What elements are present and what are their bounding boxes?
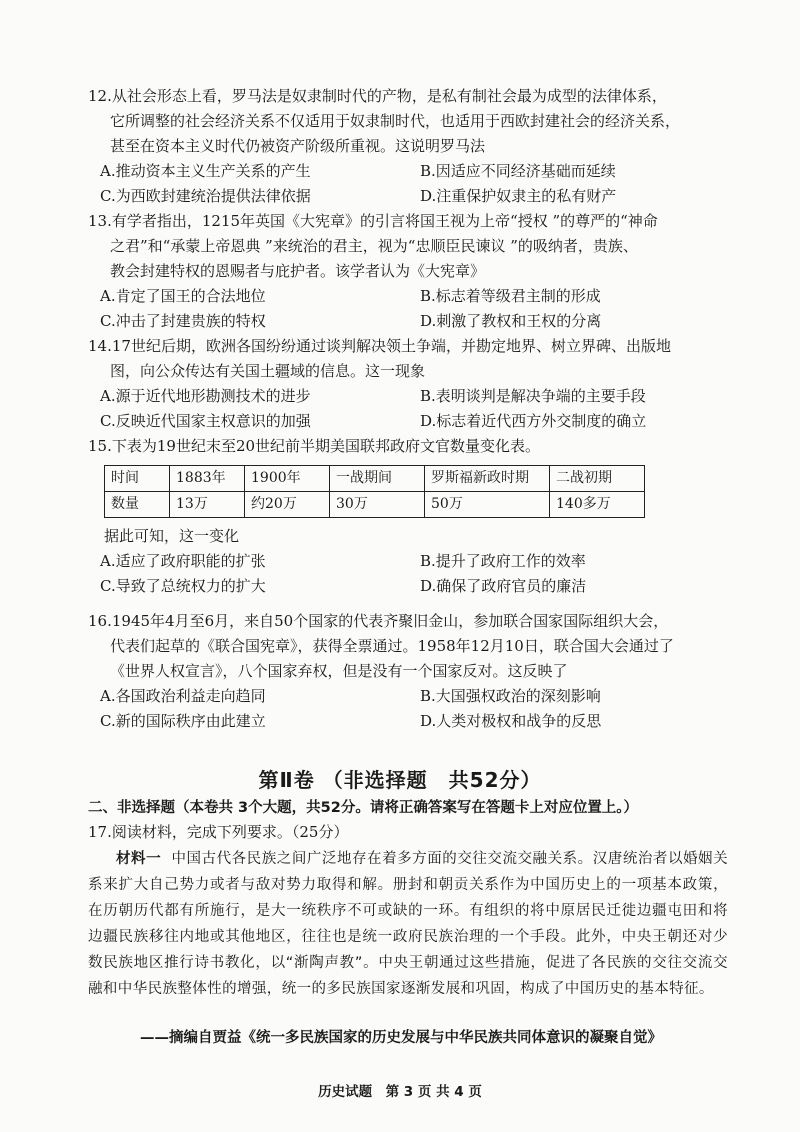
options xyxy=(88,159,728,209)
table-row-header: 数量 xyxy=(105,492,170,518)
stem-line: 13.有学者指出，1215年英国《大宪章》的引言将国王视为上帝“授权 ”的尊严的“神命 xyxy=(88,212,658,230)
table-cell: 50万 xyxy=(425,492,550,518)
question-stem xyxy=(88,609,728,684)
question-stem xyxy=(88,434,728,459)
option-b: B.提升了政府工作的效率 xyxy=(420,552,586,570)
question-13 xyxy=(88,209,728,334)
table-cell: 二战初期 xyxy=(550,466,645,492)
page-footer: 历史试题 第 3 页 共 4 页 xyxy=(318,1084,482,1100)
table-row xyxy=(105,492,645,518)
options xyxy=(88,684,728,734)
question-follow: 据此可知，这一变化 xyxy=(104,527,240,545)
stem-line: 《世界人权宣言》，八个国家弃权，但是没有一个国家反对。这反映了 xyxy=(110,662,568,680)
table-cell: 罗斯福新政时期 xyxy=(425,466,550,492)
option-c: C.反映近代国家主权意识的加强 xyxy=(100,412,311,430)
option-c: C.新的国际秩序由此建立 xyxy=(100,712,266,730)
option-a: A.推动资本主义生产关系的产生 xyxy=(100,162,311,180)
question-14 xyxy=(88,334,728,434)
material-one xyxy=(88,846,728,1002)
stem-line: 14.17世纪后期，欧洲各国纷纷通过谈判解决领土争端，并勘定地界、树立界碑、出版地 xyxy=(88,337,671,355)
stem-line: 图，向公众传达有关国土疆域的信息。这一现象 xyxy=(110,362,426,380)
table-cell: 1900年 xyxy=(245,466,330,492)
table-cell: 约20万 xyxy=(245,492,330,518)
question-stem xyxy=(88,84,728,159)
civil-servant-table xyxy=(104,465,645,518)
table-cell: 一战期间 xyxy=(330,466,425,492)
question-12 xyxy=(88,84,728,209)
stem-line: 16.1945年4月至6月，来自50个国家的代表齐聚旧金山，参加联合国家国际组织大会， xyxy=(88,612,669,630)
stem-line: 之君”和“承蒙上帝恩典 ”来统治的君主，视为“忠顺臣民谏议 ”的吸纳者，贵族、 xyxy=(110,237,638,255)
option-a: A.适应了政府职能的扩张 xyxy=(100,552,266,570)
stem-line: 它所调整的社会经济关系不仅适用于奴隶制时代，也适用于西欧封建社会的经济关系， xyxy=(110,112,681,130)
option-b: B.标志着等级君主制的形成 xyxy=(420,287,601,305)
stem-line: 代表们起草的《联合国宪章》，获得全票通过。1958年12月10日，联合国大会通过了 xyxy=(110,637,674,655)
option-d: D.确保了政府官员的廉洁 xyxy=(420,577,587,595)
table-row xyxy=(105,466,645,492)
stem-line: 12.从社会形态上看，罗马法是奴隶制时代的产物，是私有制社会最为成型的法律体系， xyxy=(88,87,667,105)
option-d: D.标志着近代西方外交制度的确立 xyxy=(420,412,647,430)
options xyxy=(88,284,728,334)
stem-line: 教会封建特权的恩赐者与庇护者。该学者认为《大宪章》 xyxy=(110,262,486,280)
option-c: C.为西欧封建统治提供法律依据 xyxy=(100,187,311,205)
question-16 xyxy=(88,609,728,734)
material-text: 中国古代各民族之间广泛地存在着多方面的交往交流交融关系。汉唐统治者以婚姻关系来扩大自己势力或者与敌对势力取得和解。册封和朝贡关系作为中国历史上的一项基本政策，在历朝历代都有所施行，是大一统秩序不可或缺的一环。有组织的将中原居民迁徙边疆屯田和将边疆民族移往内地或其他地区，往往也是统一政府民族治理的一个手段。此外，中央王朝还对少数民族地区推行诗书教化，以“渐陶声教”。中央王朝通过这些措施，促进了各民族的交往交流交融和中华民族整体性的增强，统一的多民族国家逐渐发展和巩固，构成了中国历史的基本特征。 xyxy=(88,851,728,997)
section-title: 第Ⅱ卷 （非选择题 共52分） xyxy=(258,768,542,792)
question-15 xyxy=(88,434,728,599)
option-d: D.刺激了教权和王权的分离 xyxy=(420,312,602,330)
option-d: D.注重保护奴隶主的私有财产 xyxy=(420,187,617,205)
option-a: A.源于近代地形勘测技术的进步 xyxy=(100,387,311,405)
option-b: B.表明谈判是解决争端的主要手段 xyxy=(420,387,646,405)
material-label: 材料一 xyxy=(116,851,162,867)
table-cell: 140多万 xyxy=(550,492,645,518)
option-a: A.各国政治利益走向趋同 xyxy=(100,687,266,705)
option-b: B.大国强权政治的深刻影响 xyxy=(420,687,601,705)
stem-line: 甚至在资本主义时代仍被资产阶级所重视。这说明罗马法 xyxy=(110,137,486,155)
question-stem xyxy=(88,334,728,384)
table-cell: 30万 xyxy=(330,492,425,518)
table-cell: 1883年 xyxy=(170,466,245,492)
option-c: C.冲击了封建贵族的特权 xyxy=(100,312,266,330)
material-source: ——摘编自贾益《统一多民族国家的历史发展与中华民族共同体意识的凝聚自觉》 xyxy=(140,1030,662,1046)
option-a: A.肯定了国王的合法地位 xyxy=(100,287,266,305)
question-stem xyxy=(88,209,728,284)
option-b: B.因适应不同经济基础而延续 xyxy=(420,162,616,180)
options xyxy=(88,549,728,599)
option-c: C.导致了总统权力的扩大 xyxy=(100,577,266,595)
section-heading: 二、非选择题（本卷共 3个大题，共52分。请将正确答案写在答题卡上对应位置上。） xyxy=(88,800,639,816)
table-row-header: 时间 xyxy=(105,466,170,492)
options xyxy=(88,384,728,434)
option-d: D.人类对极权和战争的反思 xyxy=(420,712,602,730)
stem-line: 15.下表为19世纪末至20世纪前半期美国联邦政府文官数量变化表。 xyxy=(88,437,541,455)
question-17: 17.阅读材料，完成下列要求。（25分） xyxy=(88,823,349,841)
table-cell: 13万 xyxy=(170,492,245,518)
